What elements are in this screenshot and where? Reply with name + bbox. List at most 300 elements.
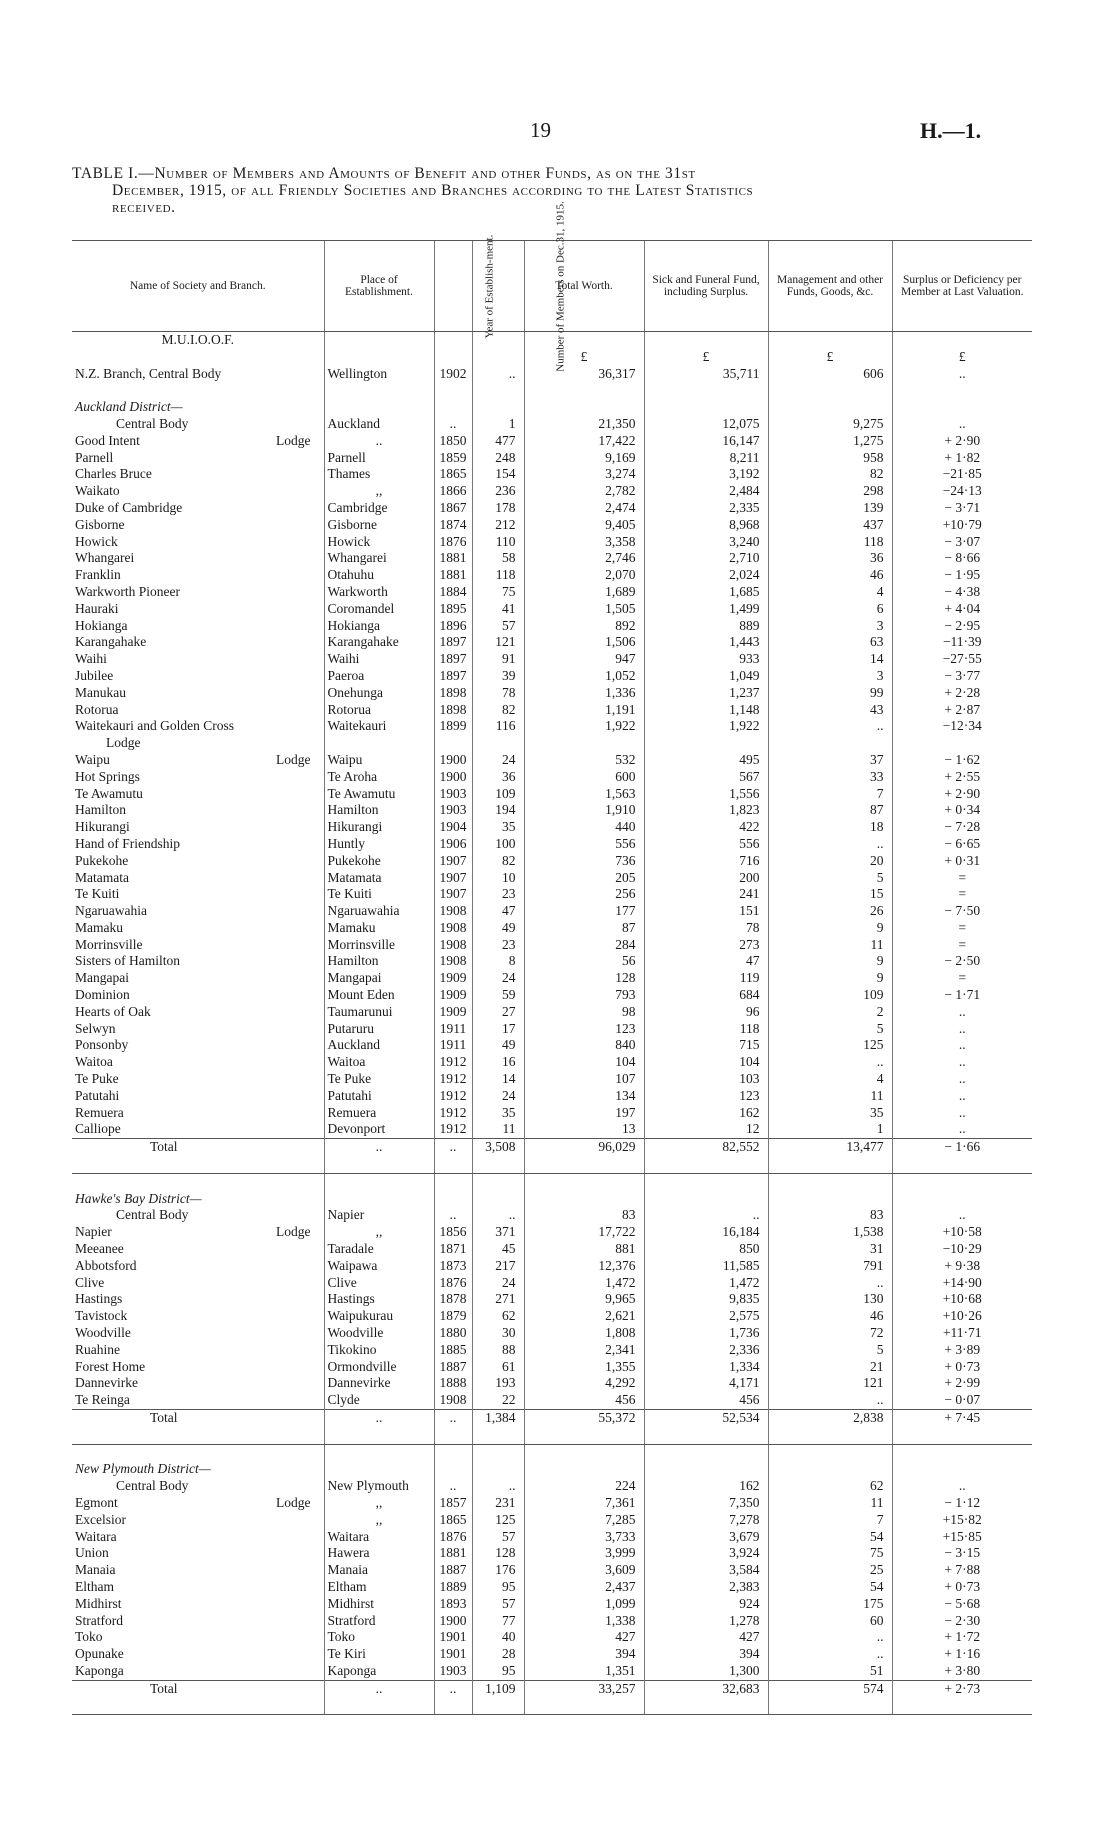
members-cell: 14 [472,1071,524,1088]
rule-cell [434,1427,472,1444]
rule-cell [524,1427,644,1444]
branch-row [72,937,1032,954]
sick-fund-cell: 2,383 [644,1579,768,1596]
rule-cell [892,1698,1032,1715]
district-total-row [72,1410,1032,1427]
year-cell: 1895 [434,601,472,618]
surplus-cell: − 3·15 [892,1545,1032,1562]
total-worth-cell: 128 [524,970,644,987]
members-cell: 95 [472,1663,524,1680]
year-cell: 1912 [434,1121,472,1138]
sick-fund-cell: 422 [644,819,768,836]
total-worth-cell: 17,722 [524,1224,644,1241]
year-cell: 1912 [434,1071,472,1088]
name-cell [72,853,324,870]
branch-name: Waipu [75,751,110,767]
name-cell [72,1021,324,1038]
rule-cell [524,1156,644,1173]
empty-cell [768,735,892,752]
year-cell: 1906 [434,836,472,853]
branch-row [72,1663,1032,1680]
name-cell [72,786,324,803]
table-header-row [72,241,1032,332]
surplus-cell: .. [892,1121,1032,1138]
management-fund-cell: 3 [768,618,892,635]
members-cell: 1,109 [472,1680,524,1697]
management-fund-cell: .. [768,1646,892,1663]
members-cell: 231 [472,1495,524,1512]
place-cell: Warkworth [324,584,434,601]
society-heading-row [72,332,1032,349]
surplus-cell: −10·29 [892,1241,1032,1258]
sick-fund-cell: 1,443 [644,634,768,651]
branch-row [72,500,1032,517]
empty-cell [768,332,892,349]
members-cell: 41 [472,601,524,618]
name-cell [72,534,324,551]
year-cell: 1903 [434,802,472,819]
management-fund-cell: 109 [768,987,892,1004]
spacer-cell [768,382,892,399]
surplus-cell: − 2·30 [892,1613,1032,1630]
empty-cell [324,399,434,416]
sick-fund-cell: 2,335 [644,500,768,517]
branch-name: Central Body [116,415,189,431]
sick-fund-cell: .. [644,1207,768,1224]
management-fund-cell: 2,838 [768,1410,892,1427]
table-title [72,165,1032,216]
total-worth-cell: 55,372 [524,1410,644,1427]
empty-cell [324,1191,434,1208]
name-cell [72,702,324,719]
year-cell: 1881 [434,550,472,567]
year-cell: 1881 [434,567,472,584]
empty-cell [324,735,434,752]
name-cell [72,618,324,635]
branch-name: Te Kuiti [75,886,120,902]
sick-fund-cell: 200 [644,870,768,887]
branch-row [72,1121,1032,1138]
surplus-cell: .. [892,416,1032,433]
place-cell: Putaruru [324,1021,434,1038]
name-cell [72,416,324,433]
members-cell: 154 [472,466,524,483]
place-cell: Paeroa [324,668,434,685]
branch-row [72,1004,1032,1021]
rule-cell [892,1156,1032,1173]
rule-cell [644,1427,768,1444]
currency-symbol: £ [524,349,644,366]
management-fund-cell: 1 [768,1121,892,1138]
place-cell: Ngaruawahia [324,903,434,920]
members-cell: 236 [472,483,524,500]
sick-fund-cell: 1,049 [644,668,768,685]
branch-name: Franklin [75,567,121,583]
branch-name: Jubilee [75,667,114,683]
place-cell: Mangapai [324,970,434,987]
management-fund-cell: 2 [768,1004,892,1021]
sick-fund-cell: 3,584 [644,1562,768,1579]
sick-fund-cell: 47 [644,953,768,970]
place-cell: .. [324,1139,434,1156]
surplus-cell: −11·39 [892,634,1032,651]
sick-fund-cell: 273 [644,937,768,954]
rule-cell [768,1156,892,1173]
year-cell: 1884 [434,584,472,601]
name-cell [72,1579,324,1596]
total-worth-cell: 1,689 [524,584,644,601]
total-worth-cell: 83 [524,1207,644,1224]
members-cell: 78 [472,685,524,702]
members-cell: 1,384 [472,1410,524,1427]
members-cell: 49 [472,1037,524,1054]
spacer-cell [324,1444,434,1461]
branch-name: Hastings [75,1291,123,1307]
surplus-cell: + 3·80 [892,1663,1032,1680]
year-cell: 1903 [434,786,472,803]
branch-name: Central Body [116,1207,189,1223]
name-cell [72,1478,324,1495]
total-rule-row [72,1698,1032,1715]
surplus-cell: .. [892,1071,1032,1088]
sick-fund-cell: 684 [644,987,768,1004]
total-worth-cell: 2,070 [524,567,644,584]
district-total-row [72,1139,1032,1156]
total-worth-cell: 33,257 [524,1680,644,1697]
surplus-cell: +10·58 [892,1224,1032,1241]
year-cell: 1871 [434,1241,472,1258]
branch-row [72,819,1032,836]
management-fund-cell: 51 [768,1663,892,1680]
members-cell: 49 [472,920,524,937]
branch-row [72,668,1032,685]
name-cell [72,517,324,534]
total-worth-cell: 7,285 [524,1512,644,1529]
empty-cell [644,735,768,752]
surplus-cell: + 1·72 [892,1629,1032,1646]
surplus-cell: − 6·65 [892,836,1032,853]
place-cell: Patutahi [324,1088,434,1105]
total-worth-cell: 456 [524,1392,644,1409]
sick-fund-cell: 119 [644,970,768,987]
place-cell: Rotorua [324,702,434,719]
name-cell [72,1258,324,1275]
branch-row [72,1088,1032,1105]
branch-row [72,1392,1032,1409]
surplus-cell: +11·71 [892,1325,1032,1342]
spacer-row [72,1173,1032,1190]
surplus-cell: − 2·50 [892,953,1032,970]
members-cell: 110 [472,534,524,551]
branch-name: Remuera [75,1104,124,1120]
branch-name: Opunake [75,1646,124,1662]
branch-name: Mamaku [75,919,123,935]
management-fund-cell: 25 [768,1562,892,1579]
management-fund-cell: 63 [768,634,892,651]
branch-name: Forest Home [75,1358,146,1374]
spacer-cell [644,1444,768,1461]
branch-name: Meeanee [75,1241,124,1257]
place-cell: Thames [324,466,434,483]
year-cell: 1911 [434,1037,472,1054]
surplus-cell: − 1·66 [892,1139,1032,1156]
total-worth-cell: 892 [524,618,644,635]
members-cell: .. [472,1478,524,1495]
place-cell: Hikurangi [324,819,434,836]
members-cell: 57 [472,618,524,635]
surplus-cell: + 0·73 [892,1359,1032,1376]
year-cell: 1898 [434,702,472,719]
sick-fund-cell: 1,823 [644,802,768,819]
year-cell: 1912 [434,1054,472,1071]
total-worth-cell: 36,317 [524,366,644,383]
sick-fund-cell: 2,710 [644,550,768,567]
members-cell: 109 [472,786,524,803]
members-cell: 125 [472,1512,524,1529]
place-cell: ,, [324,1224,434,1241]
branch-row [72,1495,1032,1512]
branch-row [72,1646,1032,1663]
members-cell: 116 [472,718,524,735]
surplus-cell: −27·55 [892,651,1032,668]
lodge-label: Lodge [276,432,311,448]
surplus-cell: .. [892,1004,1032,1021]
place-cell: Hamilton [324,953,434,970]
branch-name: Mangapai [75,970,129,986]
total-worth-cell: 9,965 [524,1291,644,1308]
members-cell: 30 [472,1325,524,1342]
place-cell: Te Puke [324,1071,434,1088]
branch-name: Matamata [75,869,129,885]
members-cell: 118 [472,567,524,584]
total-worth-cell: 2,341 [524,1342,644,1359]
members-cell: 77 [472,1613,524,1630]
members-cell: 248 [472,450,524,467]
total-worth-cell: 2,437 [524,1579,644,1596]
place-cell: Kaponga [324,1663,434,1680]
branch-name: Charles Bruce [75,466,152,482]
management-fund-cell: 33 [768,769,892,786]
year-cell: 1893 [434,1596,472,1613]
empty-cell [892,1461,1032,1478]
sick-fund-cell: 123 [644,1088,768,1105]
management-fund-cell: 82 [768,466,892,483]
surplus-cell: − 1·95 [892,567,1032,584]
name-cell [72,1139,324,1156]
total-worth-cell: 1,506 [524,634,644,651]
members-cell: 10 [472,870,524,887]
name-cell [72,920,324,937]
management-fund-cell: 437 [768,517,892,534]
currency-unit-row [72,349,1032,366]
table-body [72,332,1032,1715]
total-worth-cell: 284 [524,937,644,954]
place-cell: ,, [324,483,434,500]
spacer-cell [472,1173,524,1190]
sick-fund-cell: 151 [644,903,768,920]
year-cell: 1908 [434,903,472,920]
sick-fund-cell: 52,534 [644,1410,768,1427]
spacer-cell [72,382,324,399]
branch-row [72,953,1032,970]
management-fund-cell: 5 [768,1342,892,1359]
surplus-cell: − 4·38 [892,584,1032,601]
lodge-label: Lodge [276,1224,311,1240]
year-cell: 1908 [434,1392,472,1409]
year-cell: 1904 [434,819,472,836]
branch-name: Ponsonby [75,1037,129,1053]
branch-name: Ruahine [75,1341,120,1357]
total-worth-cell: 4,292 [524,1375,644,1392]
members-cell: 35 [472,1105,524,1122]
branch-row [72,634,1032,651]
branch-row [72,1325,1032,1342]
year-cell: .. [434,416,472,433]
spacer-cell [324,382,434,399]
sick-fund-cell: 12 [644,1121,768,1138]
rule-cell [324,1427,434,1444]
sick-fund-cell: 7,350 [644,1495,768,1512]
branch-row [72,651,1032,668]
sick-fund-cell: 3,924 [644,1545,768,1562]
members-cell: 62 [472,1308,524,1325]
district-heading-row [72,399,1032,416]
surplus-cell: + 9·38 [892,1258,1032,1275]
rule-cell [472,1698,524,1715]
sick-fund-cell: 162 [644,1478,768,1495]
management-fund-cell: 43 [768,702,892,719]
empty-cell [434,1461,472,1478]
place-cell: Dannevirke [324,1375,434,1392]
year-cell: 1885 [434,1342,472,1359]
sick-fund-cell: 1,300 [644,1663,768,1680]
surplus-cell: − 0·07 [892,1392,1032,1409]
name-cell [72,1342,324,1359]
members-cell: 212 [472,517,524,534]
management-fund-cell: 7 [768,1512,892,1529]
branch-row [72,920,1032,937]
place-cell: Otahuhu [324,567,434,584]
branch-name: Calliope [75,1121,121,1137]
surplus-cell: = [892,886,1032,903]
management-fund-cell: 62 [768,1478,892,1495]
year-cell: 1900 [434,769,472,786]
sick-fund-cell: 96 [644,1004,768,1021]
branch-name: Union [75,1545,109,1561]
management-fund-cell: 130 [768,1291,892,1308]
total-worth-cell: 394 [524,1646,644,1663]
year-cell: 1865 [434,1512,472,1529]
place-cell: Taradale [324,1241,434,1258]
surplus-cell: +15·85 [892,1529,1032,1546]
branch-name: Ngaruawahia [75,903,147,919]
branch-row [72,1478,1032,1495]
place-cell: Waihi [324,651,434,668]
surplus-cell: −21·85 [892,466,1032,483]
branch-row [72,1629,1032,1646]
branch-row [72,433,1032,450]
management-fund-cell: 13,477 [768,1139,892,1156]
empty-cell [768,1191,892,1208]
branch-row [72,853,1032,870]
column-header-place: Place of Establishment. [324,241,434,332]
members-cell: 88 [472,1342,524,1359]
total-worth-cell: 12,376 [524,1258,644,1275]
branch-name: Dominion [75,987,130,1003]
branch-row [72,584,1032,601]
branch-row [72,567,1032,584]
total-worth-cell: 98 [524,1004,644,1021]
year-cell: 1873 [434,1258,472,1275]
empty-cell [524,399,644,416]
empty-cell [472,399,524,416]
total-worth-cell: 1,052 [524,668,644,685]
district-name: Auckland District— [75,399,183,415]
total-rule-row [72,1156,1032,1173]
spacer-cell [892,1444,1032,1461]
spacer-cell [892,382,1032,399]
district-heading-row [72,1191,1032,1208]
branch-name: Waitoa [75,1054,113,1070]
place-cell: ,, [324,1495,434,1512]
year-cell: 1897 [434,651,472,668]
sick-fund-cell: 850 [644,1241,768,1258]
members-cell: 39 [472,668,524,685]
total-worth-cell: 21,350 [524,416,644,433]
management-fund-cell: 606 [768,366,892,383]
branch-name: Napier [75,1224,112,1240]
currency-symbol: £ [768,349,892,366]
surplus-cell: = [892,920,1032,937]
sick-fund-cell: 3,240 [644,534,768,551]
name-cell [72,1596,324,1613]
sick-fund-cell: 4,171 [644,1375,768,1392]
sick-fund-cell: 241 [644,886,768,903]
surplus-cell: + 3·89 [892,1342,1032,1359]
total-rule-row [72,1427,1032,1444]
surplus-cell: + 2·99 [892,1375,1032,1392]
management-fund-cell: 5 [768,1021,892,1038]
year-cell: 1899 [434,718,472,735]
members-cell: 217 [472,1258,524,1275]
members-cell: 27 [472,1004,524,1021]
name-cell [72,433,324,450]
surplus-cell: − 3·07 [892,534,1032,551]
year-cell: 1901 [434,1629,472,1646]
year-cell: 1878 [434,1291,472,1308]
total-worth-cell: 3,358 [524,534,644,551]
surplus-cell: −24·13 [892,483,1032,500]
place-cell: Mamaku [324,920,434,937]
management-fund-cell: .. [768,1392,892,1409]
year-cell: 1900 [434,752,472,769]
surplus-cell: − 7·28 [892,819,1032,836]
sick-fund-cell: 78 [644,920,768,937]
branch-name: Te Puke [75,1071,119,1087]
sick-fund-cell: 1,556 [644,786,768,803]
year-cell: 1909 [434,970,472,987]
name-cell [72,1207,324,1224]
management-fund-cell: 1,538 [768,1224,892,1241]
branch-name: Manaia [75,1562,116,1578]
year-cell: 1909 [434,987,472,1004]
name-cell [72,1410,324,1427]
name-continuation: Lodge [106,735,141,751]
branch-row [72,1258,1032,1275]
branch-row [72,1241,1032,1258]
name-cell [72,1088,324,1105]
total-worth-cell: 1,351 [524,1663,644,1680]
